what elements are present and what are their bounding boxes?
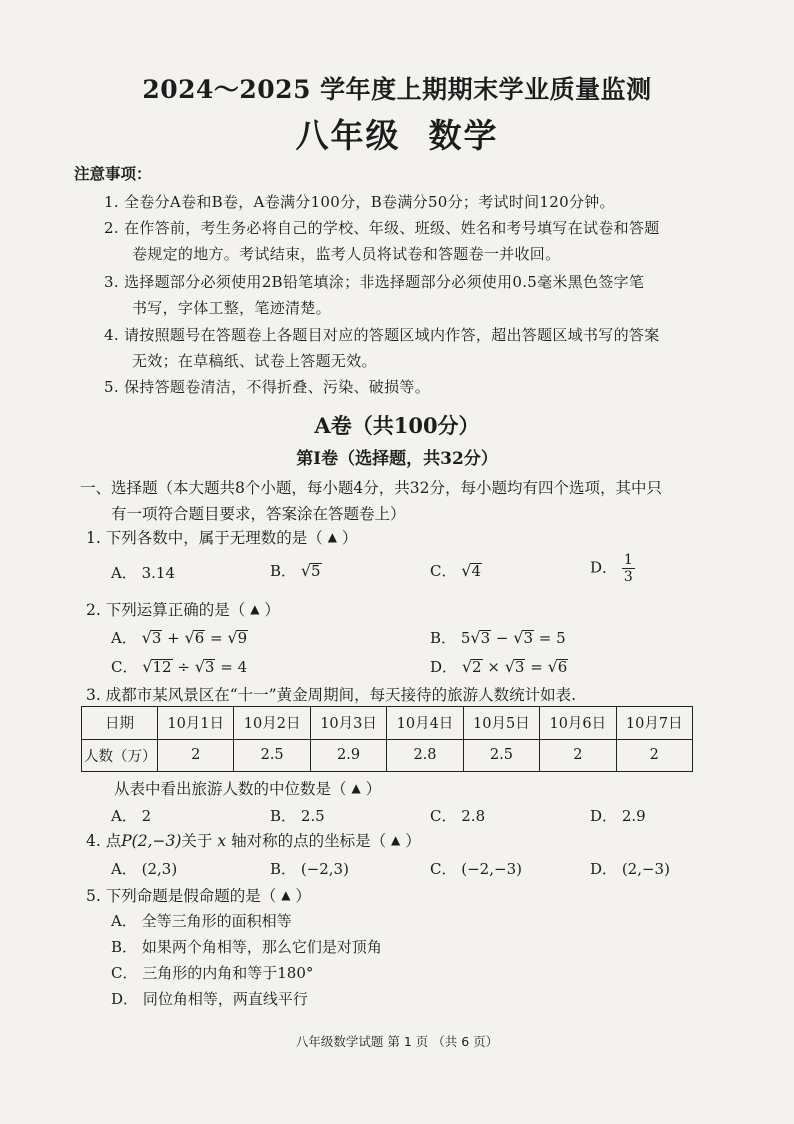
q4-option-c — [430, 858, 522, 879]
table-header-cell: 10月3日 — [310, 707, 386, 740]
option-label: A． — [111, 564, 137, 582]
question-number: 1. — [86, 529, 101, 547]
question-paren-close: ） — [295, 887, 311, 905]
option-value: (−2,−3) — [461, 860, 522, 878]
question-number: 2. — [86, 601, 101, 619]
section-number: 一、 — [80, 479, 112, 497]
question-1-stem — [86, 526, 357, 548]
radicand: 3 — [204, 658, 215, 676]
option-label: D． — [590, 558, 618, 577]
option-label: A． — [111, 860, 137, 878]
minus-sign: − — [495, 629, 509, 647]
q4-option-a — [111, 858, 177, 879]
radical-icon: √ — [470, 628, 481, 647]
question-text: 关于 — [181, 832, 213, 850]
radicand: 2 — [472, 658, 482, 676]
notice-item-number: 3. — [104, 273, 119, 291]
table-row-label: 人数（万） — [82, 739, 158, 772]
question-text: 下列运算正确的是（ — [105, 601, 246, 619]
option-label: B． — [270, 860, 297, 878]
table-cell: 2.8 — [387, 739, 463, 772]
question-text: 下列各数中，属于无理数的是（ — [105, 529, 323, 547]
notice-item-2-cont: 卷规定的地方。考试结束，监考人员将试卷和答题卷一并收回。 — [132, 245, 561, 263]
radical-icon: √ — [513, 628, 524, 647]
coefficient: 5 — [460, 629, 471, 647]
radicand: 3 — [523, 629, 533, 647]
radical-icon: √ — [300, 561, 312, 580]
question-3-sub — [114, 777, 381, 799]
option-value: 如果两个角相等，那么它们是对顶角 — [141, 938, 382, 956]
option-label: D． — [590, 860, 618, 878]
q5-option-d — [111, 988, 308, 1009]
radicand: 4 — [471, 562, 482, 580]
instructions-line-2: 有一项符合题目要求，答案涂在答题卷上） — [111, 505, 406, 523]
notice-item-5 — [104, 376, 430, 397]
option-label: B． — [270, 807, 297, 825]
fraction-numerator: 1 — [623, 552, 633, 568]
option-label: C． — [430, 807, 457, 825]
question-text: 轴对称的点的坐标是（ — [231, 832, 387, 850]
notice-item-number: 2. — [104, 219, 119, 237]
option-label: B． — [111, 938, 138, 956]
table-row — [82, 707, 693, 740]
option-label: C． — [111, 658, 138, 676]
q1-option-c — [430, 560, 482, 581]
q3-option-c — [430, 805, 485, 826]
option-value: 2.9 — [621, 807, 646, 825]
radicand: 6 — [557, 658, 568, 676]
radical-icon: √ — [547, 657, 558, 676]
section-a-heading: A卷（共100分） — [314, 413, 480, 438]
part-one-instructions — [80, 476, 662, 498]
notice-item-number: 1. — [104, 193, 119, 211]
notice-item-text: 请按照题号在答题卷上各题目对应的答题区域内作答，超出答题区域书写的答案 — [124, 326, 660, 344]
question-3-stem — [86, 683, 576, 705]
question-text: 从表中看出旅游人数的中位数是（ — [114, 780, 347, 798]
axis-label: x — [217, 832, 227, 850]
option-value: 全等三角形的面积相等 — [141, 912, 292, 930]
q2-option-c — [111, 656, 247, 677]
answer-triangle-icon: ▲ — [327, 530, 337, 544]
table-cell: 2 — [540, 739, 616, 772]
notice-item-4 — [104, 324, 660, 345]
table-cell: 2.9 — [310, 739, 386, 772]
notice-item-2 — [104, 217, 660, 238]
option-value: 三角形的内角和等于180° — [142, 964, 314, 982]
question-number: 4. — [86, 832, 101, 850]
option-label: A． — [111, 912, 137, 930]
q5-option-b — [111, 936, 382, 957]
q2-option-b — [430, 627, 566, 648]
part-one-heading: 第Ⅰ卷（选择题，共32分） — [296, 449, 498, 469]
option-label: A． — [111, 629, 137, 647]
equals-sign: = — [538, 629, 552, 647]
q1-option-b — [270, 560, 322, 581]
q3-option-d — [590, 805, 646, 826]
option-label: D． — [430, 658, 458, 676]
question-4-stem — [86, 829, 421, 851]
fraction-denominator: 3 — [623, 569, 633, 585]
notice-heading: 注意事项： — [74, 164, 152, 183]
question-5-stem — [86, 884, 311, 906]
radical-icon: √ — [141, 628, 152, 647]
radicand: 5 — [311, 562, 321, 580]
option-value: 2 — [141, 807, 152, 825]
table-cell: 2 — [616, 739, 692, 772]
notice-item-3 — [104, 271, 644, 292]
equals-sign: = — [210, 629, 223, 647]
notice-item-text: 选择题部分必须使用2B铅笔填涂；非选择题部分必须使用0.5毫米黑色签字笔 — [124, 273, 645, 291]
question-paren-close: ） — [264, 601, 280, 619]
table-cell: 2.5 — [234, 739, 310, 772]
question-text: 下列命题是假命题的是（ — [105, 887, 277, 905]
radical-icon: √ — [461, 657, 473, 676]
option-value: (2,−3) — [621, 860, 670, 878]
option-label: B． — [270, 562, 297, 580]
radicand: 12 — [152, 658, 172, 676]
radical-icon: √ — [142, 657, 153, 676]
radicand: 3 — [151, 629, 162, 647]
option-value: 3.14 — [141, 564, 176, 582]
table-cell: 2 — [158, 739, 234, 772]
answer-triangle-icon: ▲ — [351, 781, 361, 795]
radical-icon: √ — [227, 628, 238, 647]
grade-subject-title — [0, 110, 794, 157]
option-value: (2,3) — [141, 860, 178, 878]
q4-option-b — [270, 858, 349, 879]
q3-option-b — [270, 805, 325, 826]
radicand: 3 — [514, 658, 525, 676]
question-paren-close: ） — [365, 780, 382, 798]
notice-item-number: 5. — [104, 378, 119, 396]
equals-sign: = — [530, 658, 543, 676]
question-number: 3. — [86, 686, 101, 704]
grade-label: 八年级 — [295, 116, 401, 155]
radical-icon: √ — [461, 561, 472, 580]
table-cell: 2.5 — [463, 739, 539, 772]
table-header-cell: 10月6日 — [540, 707, 616, 740]
notice-item-text: 保持答题卷清洁，不得折叠、污染、破损等。 — [124, 378, 431, 396]
q5-option-c — [111, 962, 313, 983]
plus-sign: + — [167, 629, 180, 647]
table-header-cell: 10月4日 — [387, 707, 463, 740]
equals-sign: = — [220, 658, 233, 676]
option-label: A． — [111, 807, 137, 825]
option-value: 2.8 — [461, 807, 486, 825]
point-label: P(2,−3) — [121, 832, 182, 850]
fraction — [622, 552, 635, 585]
question-paren-close: ） — [341, 529, 358, 547]
instructions-line-1: 选择题（本大题共8个小题，每小题4分，共32分，每小题均有四个选项，其中只 — [111, 479, 662, 497]
answer-triangle-icon: ▲ — [391, 833, 401, 847]
visitor-table — [81, 706, 693, 772]
radical-icon: √ — [504, 657, 515, 676]
radicand: 6 — [194, 629, 205, 647]
notice-item-number: 4. — [104, 326, 119, 344]
radical-icon: √ — [194, 657, 205, 676]
table-header-cell: 10月1日 — [158, 707, 234, 740]
notice-item-text: 全卷分A卷和B卷，A卷满分100分，B卷满分50分；考试时间120分钟。 — [124, 193, 615, 211]
exam-title: 2024～2025 学年度上期期末学业质量监测 — [142, 75, 652, 104]
option-label: C． — [430, 860, 457, 878]
q1-option-a — [111, 562, 175, 583]
option-label: B． — [430, 629, 457, 647]
notice-item-4-cont: 无效；在草稿纸、试卷上答题无效。 — [132, 352, 377, 370]
q2-option-d — [430, 656, 568, 677]
radicand: 9 — [237, 629, 248, 647]
option-value: 2.5 — [300, 807, 325, 825]
option-value: 同位角相等，两直线平行 — [142, 990, 308, 1008]
notice-item-1 — [104, 191, 615, 212]
radicand: 3 — [480, 629, 491, 647]
result: 5 — [556, 629, 566, 647]
option-label: D． — [590, 807, 618, 825]
option-label: D． — [111, 990, 139, 1008]
page-footer: 八年级数学试题 第 1 页 （共 6 页） — [295, 1034, 499, 1049]
radical-icon: √ — [184, 628, 195, 647]
q4-option-d — [590, 858, 670, 879]
times-sign: × — [487, 658, 500, 676]
q3-option-a — [111, 805, 151, 826]
question-text: 成都市某风景区在“十一”黄金周期间，每天接待的旅游人数统计如表. — [105, 686, 577, 704]
notice-item-text: 在作答前，考生务必将自己的学校、年级、班级、姓名和考号填写在试卷和答题 — [124, 219, 660, 237]
question-2-stem — [86, 598, 280, 620]
table-row — [82, 739, 693, 772]
notice-item-3-cont: 书写，字体工整，笔迹清楚。 — [132, 299, 331, 317]
option-value: (−2,3) — [300, 860, 349, 878]
question-paren-close: ） — [405, 832, 421, 850]
table-header-cell: 10月2日 — [234, 707, 310, 740]
question-text: 点 — [105, 832, 122, 850]
answer-triangle-icon: ▲ — [250, 602, 260, 616]
divide-sign: ÷ — [177, 658, 190, 676]
subject-label: 数学 — [428, 116, 499, 155]
option-label: C． — [111, 964, 138, 982]
table-header-cell: 日期 — [82, 707, 158, 740]
q2-option-a — [111, 627, 248, 648]
result: 4 — [237, 658, 248, 676]
q1-option-d — [590, 552, 635, 585]
q5-option-a — [111, 910, 292, 931]
table-header-cell: 10月7日 — [616, 707, 692, 740]
answer-triangle-icon: ▲ — [281, 888, 291, 902]
question-number: 5. — [86, 887, 101, 905]
option-label: C． — [430, 562, 457, 580]
table-header-cell: 10月5日 — [463, 707, 539, 740]
